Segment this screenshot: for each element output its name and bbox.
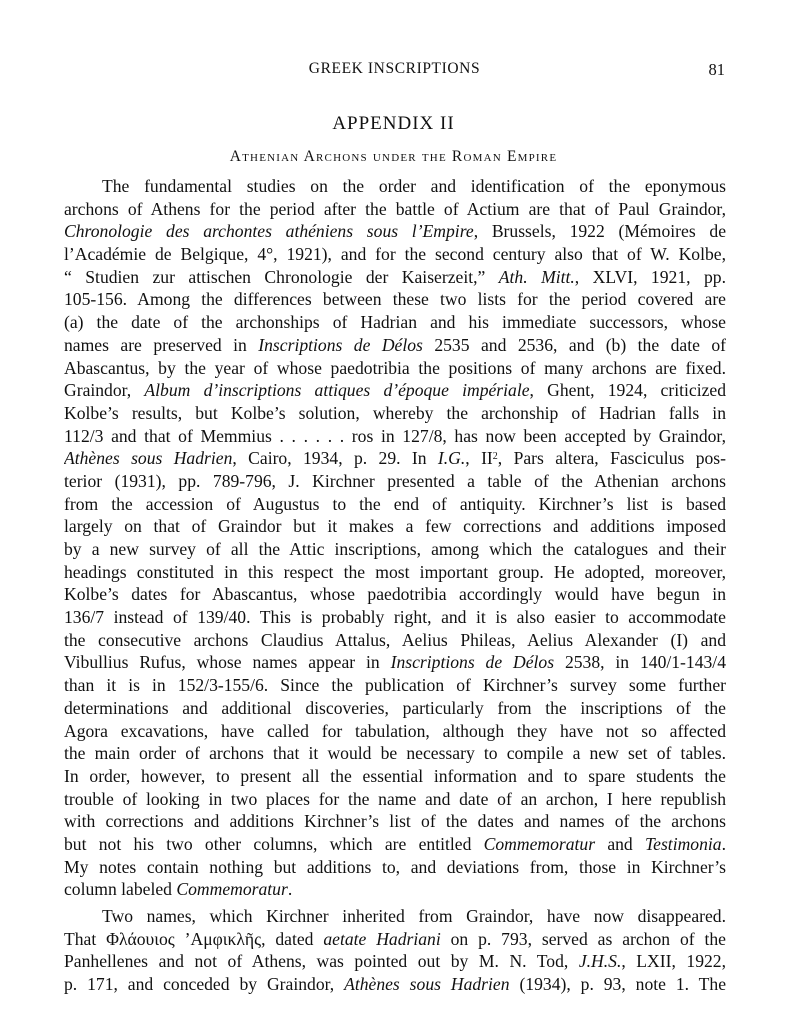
text-run: , Cairo, 1934, p. 29. In [232, 448, 438, 469]
text-run: The fundamental studies on the order and identification of the eponymous [102, 176, 726, 196]
text-line [64, 220, 726, 243]
text-run: Kolbe’s dates for Abascantus, whose paedotribia accordingly would have begun in [64, 584, 726, 605]
text-run: (a) the date of the archonships of Hadrian and his immediate successors, whose [64, 312, 726, 333]
italic-text: J.H.S. [578, 951, 622, 972]
italic-text: Athènes sous Hadrien [344, 974, 510, 995]
text-line [64, 765, 726, 788]
text-run: column labeled [64, 879, 177, 900]
text-run: , LXII, 1922, [621, 951, 726, 972]
text-line [64, 583, 726, 606]
text-line [64, 515, 726, 538]
italic-text: Ath. Mitt. [498, 266, 575, 287]
text-run: l’Académie de Belgique, 4°, 1921), and for the second century also that of W. Kolbe, [64, 244, 726, 265]
text-line [64, 425, 726, 448]
italic-text: Commemoratur [176, 879, 288, 900]
text-run: 136/7 instead of 139/40. This is probably right, and it is also easier to accommodate [64, 607, 726, 628]
text-line [64, 973, 726, 996]
running-head [64, 60, 725, 80]
text-line [64, 470, 726, 493]
text-line [64, 357, 726, 380]
italic-text: aetate Hadriani [323, 928, 441, 949]
text-run: , Brussels, 1922 (Mémoires de [473, 221, 726, 242]
italic-text: Inscriptions de Délos [390, 652, 555, 673]
text-run: Two names, which Kirchner inherited from Graindor, have now disappeared. [102, 906, 726, 926]
text-run: from the accession of Augustus to the end of antiquity. Kirchner’s list is based [64, 493, 726, 514]
running-title: GREEK INSCRIPTIONS [308, 60, 481, 77]
text-run: (1934), p. 93, note 1. The [509, 974, 726, 995]
text-run: Abascantus, by the year of whose paedotribia the positions of many archons are fixed. [64, 357, 726, 378]
text-run: but not his two other columns, which are entitled [64, 833, 484, 854]
text-run: “ Studien zur attischen Chronologie der Kaiserzeit,” [64, 266, 499, 287]
paragraph [64, 905, 726, 996]
text-run: trouble of looking in two places for the name and date of an archon, I here republish [64, 788, 726, 809]
text-run: largely on that of Graindor but it makes a few corrections and additions imposed [64, 516, 726, 537]
text-run: on p. 793, served as archon of the [440, 928, 726, 949]
text-line [64, 334, 726, 357]
italic-text: Testimonia [644, 833, 722, 854]
text-line [64, 379, 726, 402]
text-run: That Φλάουιος ’Αμφικλῆς, dated [64, 928, 324, 949]
text-line [64, 810, 726, 833]
text-run: 2535 and 2536, and (b) the date of [422, 334, 726, 355]
text-line [64, 175, 726, 198]
paragraph [64, 175, 726, 901]
text-line [64, 288, 726, 311]
text-run: p. 171, and conceded by Graindor, [64, 974, 345, 995]
italic-text: Inscriptions de Délos [258, 334, 423, 355]
text-line [64, 447, 726, 470]
italic-text: Athènes sous Hadrien [64, 448, 233, 469]
text-run: , II [465, 448, 493, 469]
text-run: with corrections and additions Kirchner’s list of the dates and names of the archons [64, 811, 726, 832]
text-line [64, 538, 726, 561]
text-line [64, 878, 726, 901]
text-run: the consecutive archons Claudius Attalus, Aelius Phileas, Aelius Alexander (I) and [64, 629, 726, 650]
text-line [64, 905, 726, 928]
text-run: names are preserved in [64, 334, 259, 355]
section-title: Athenian Archons under the Roman Empire [229, 148, 558, 165]
text-run: archons of Athens for the period after the battle of Actium are that of Paul Graindor, [64, 198, 726, 219]
text-line [64, 788, 726, 811]
text-run: , Pars altera, Fasciculus pos- [497, 448, 726, 469]
text-run: Graindor, [64, 380, 145, 401]
text-line [64, 742, 726, 765]
text-line [64, 928, 726, 951]
text-line [64, 402, 726, 425]
text-run: terior (1931), pp. 789-796, J. Kirchner presented a table of the Athenian archons [64, 470, 726, 491]
italic-text: I.G. [437, 448, 466, 469]
text-run: Panhellenes and not of Athens, was pointed out by M. N. Tod, [64, 951, 579, 972]
page-number: 81 [708, 60, 725, 79]
text-run: than it is in 152/3-155/6. Since the publication of Kirchner’s survey some further [64, 675, 726, 696]
text-run: Kolbe’s results, but Kolbe’s solution, whereby the archonship of Hadrian falls in [64, 402, 726, 423]
text-line [64, 266, 726, 289]
text-line [64, 493, 726, 516]
text-run: 112/3 and that of Memmius . . . . . . ros in 127/8, has now been accepted by Graindor, [64, 425, 726, 446]
text-run: . [721, 833, 726, 854]
text-line [64, 311, 726, 334]
italic-text: Commemoratur [483, 833, 596, 854]
text-line [64, 697, 726, 720]
text-line [64, 629, 726, 652]
text-run: . [287, 879, 293, 900]
text-line [64, 561, 726, 584]
text-run: Vibullius Rufus, whose names appear in [64, 652, 391, 673]
superscript: 2 [492, 451, 498, 463]
appendix-title: APPENDIX II [332, 113, 455, 134]
text-line [64, 606, 726, 629]
text-line [64, 856, 726, 879]
text-line [64, 833, 726, 856]
text-line [64, 950, 726, 973]
text-line [64, 243, 726, 266]
italic-text: Album d’inscriptions attiques d’époque impériale [144, 380, 530, 401]
text-run: by a new survey of all the Attic inscriptions, among which the catalogues and their [64, 539, 726, 559]
text-run: the main order of archons that it would be necessary to compile a new set of tables. [64, 743, 726, 764]
text-run: , Ghent, 1924, criticized [529, 380, 726, 401]
body-text [64, 175, 726, 996]
text-run: My notes contain nothing but additions to, and deviations from, those in Kirchner’s [64, 856, 726, 877]
text-run: determinations and additional discoveries, particularly from the inscriptions of the [64, 697, 726, 718]
text-line [64, 198, 726, 221]
text-run: and [595, 833, 645, 854]
text-run: 105-156. Among the differences between these two lists for the period covered are [64, 289, 726, 310]
text-line [64, 674, 726, 697]
text-run: In order, however, to present all the essential information and to spare students the [64, 765, 726, 786]
text-line [64, 720, 726, 743]
text-line [64, 651, 726, 674]
text-run: Agora excavations, have called for tabulation, although they have not so affected [64, 720, 726, 741]
italic-text: Chronologie des archontes athéniens sous l’Empire [64, 221, 474, 242]
text-run: 2538, in 140/1-143/4 [554, 652, 726, 673]
text-run: headings constituted in this respect the most important group. He adopted, moreover, [64, 561, 726, 582]
text-run: , XLVI, 1921, pp. [574, 266, 726, 287]
